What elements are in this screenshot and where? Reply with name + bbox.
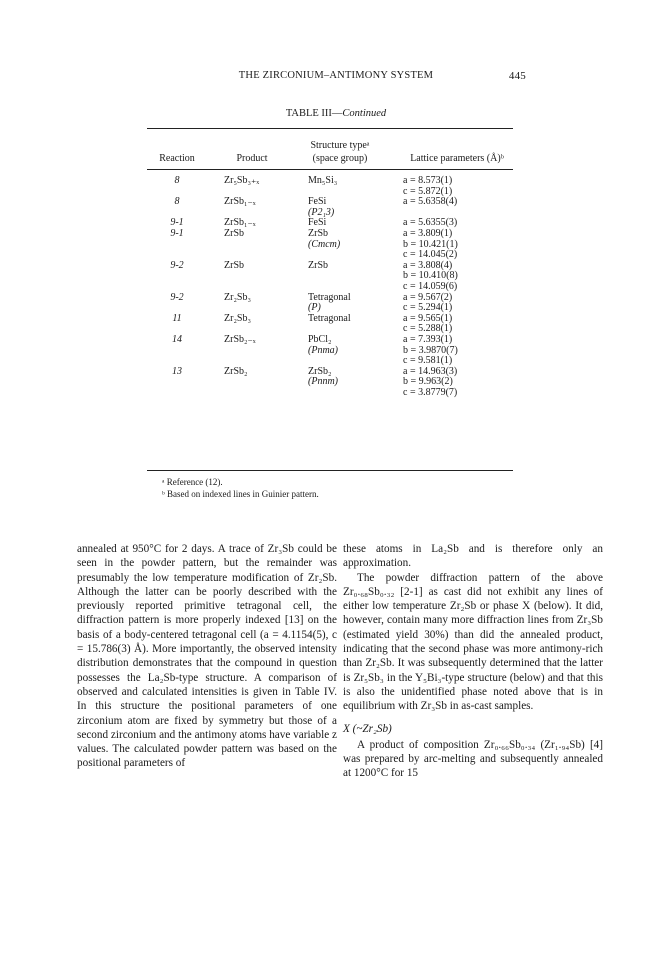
right-paragraph-3: A product of composition Zr₀.₆₆Sb₀.₃₄ (Zr₁.₉₄Sb) [4] was prepared by arc-melting and subsequently annealed at 1200°C for 15 [343, 738, 603, 780]
left-paragraph: annealed at 950°C for 2 days. A trace of Zr₃Sb could be seen in the powder pattern, but the remainder was presumably the low temperature modification of Zr₂Sb. Although the latter can be poorly described with the previously reported primitive tetragonal cell, the diffraction pattern is more properly indexed [13] on the basis of a body-centered tetragonal cell (a = 4.1154(5), c = 15.786(3) Å). More importantly, the observed intensity distribution demonstrates that the compound in question possesses the La₂Sb-type structure. A comparison of observed and calculated intensities is given in Table IV. In this structure the positional parameters of one zirconium atom are fixed by symmetry but those of a second zirconium and the antimony atoms have variable z values. The calculated powder pattern was based on the positional parameters of [77, 543, 337, 770]
cell-reaction: 13 [172, 365, 182, 377]
table-row [147, 261, 513, 293]
cell-reaction: 9-1 [170, 228, 184, 239]
col-header-structure [290, 139, 390, 165]
lattice-parameter: a = 9.567(2) [403, 291, 453, 303]
lattice-parameter: c = 14.059(6) [403, 280, 458, 292]
cell-reaction: 8 [174, 175, 180, 186]
right-paragraph-2: The powder diffraction pattern of the above Zr₀.₆₈Sb₀.₃₂ [2-1] as cast did not exhibit any lines of either low temperature Zr₂Sb or phase X (below). It did, however, contain many more diffraction lines from Zr₃Sb (estimated yield 30%) than did the annealed product, indicating that the second phase was more antimony-rich than Zr₂Sb. It was subsequently determined that the latter is Zr₅Sb₃ in the Y₅Bi₃-type structure (below) and that this is also the unidentified phase noted above that is in equilibrium with Zr₃Sb in as-cast samples. [343, 571, 603, 713]
table-caption [0, 108, 672, 119]
lattice-parameter: c = 5.872(1) [403, 185, 453, 197]
cell-structure [308, 314, 398, 325]
lattice-parameter: a = 14.963(3) [403, 365, 458, 377]
col-header-structure-line2: (space group) [312, 153, 368, 164]
cell-structure [308, 335, 398, 356]
cell-reaction: 9-1 [170, 217, 184, 229]
cell-product: Zr₅Sb₃₊ₓ [224, 175, 260, 186]
cell-product: ZrSb₂₋ₓ [224, 334, 256, 345]
cell-reaction: 14 [172, 334, 182, 345]
left-text-column [77, 542, 337, 771]
lattice-parameter: c = 9.581(1) [403, 355, 453, 367]
lattice-parameter: a = 8.573(1) [403, 175, 453, 186]
table-caption-label: TABLE III— [285, 108, 343, 119]
table-header-rule [147, 169, 513, 170]
table-row [147, 314, 513, 335]
lattice-parameter: b = 3.9870(7) [403, 344, 458, 356]
page-number: 445 [508, 70, 526, 82]
cell-reaction: 11 [172, 312, 182, 324]
col-header-lattice: Lattice parameters (Å)ᵇ [410, 153, 504, 164]
structure-line: (Pnnm) [308, 376, 338, 388]
structure-line: PbCl₂ [308, 334, 332, 345]
cell-structure [308, 367, 398, 388]
lattice-parameter: b = 9.963(2) [403, 376, 453, 388]
right-text-column [343, 542, 603, 781]
journal-section-title: THE ZIRCONIUM–ANTIMONY SYSTEM [238, 70, 434, 81]
structure-line: (Pnma) [308, 344, 338, 356]
cell-product: Zr₂Sb₃ [224, 312, 251, 324]
lattice-parameter: a = 5.6355(3) [403, 217, 458, 229]
col-header-product: Product [236, 153, 268, 164]
table-row [147, 229, 513, 261]
cell-product: Zr₂Sb₃ [224, 291, 251, 303]
running-header [0, 70, 672, 88]
lattice-parameter: c = 5.288(1) [403, 323, 453, 335]
structure-line: (P2₁3) [308, 206, 335, 218]
right-paragraph-1: these atoms in La₂Sb and is therefore only an approximation. [343, 543, 603, 570]
lattice-parameter: c = 5.294(1) [403, 302, 453, 314]
table-row [147, 335, 513, 367]
cell-lattice [403, 367, 513, 399]
structure-line: Tetragonal [308, 291, 351, 303]
lattice-parameter: a = 7.393(1) [403, 334, 453, 345]
structure-line: (P) [308, 302, 321, 314]
lattice-parameter: a = 9.565(1) [403, 312, 453, 324]
cell-lattice [403, 335, 513, 367]
cell-product: ZrSb [224, 259, 244, 271]
lattice-parameter: b = 10.410(8) [403, 270, 458, 282]
cell-reaction: 8 [174, 196, 180, 208]
structure-line: ZrSb₂ [308, 365, 332, 377]
structure-line: ZrSb [308, 259, 328, 271]
cell-reaction: 9-2 [170, 259, 184, 271]
cell-structure [308, 229, 398, 250]
table-top-rule [147, 128, 513, 129]
structure-line: FeSi [308, 217, 327, 229]
table-row [147, 218, 513, 229]
table-caption-continued: Continued [342, 108, 387, 119]
cell-structure [308, 176, 398, 187]
lattice-parameter: c = 3.8779(7) [403, 386, 458, 398]
cell-lattice [403, 314, 513, 335]
footnote-b: ᵇ Based on indexed lines in Guinier pattern. [162, 489, 319, 499]
table-row [147, 197, 513, 218]
structure-line: Tetragonal [308, 312, 351, 324]
cell-structure [308, 293, 398, 314]
cell-lattice [403, 261, 513, 293]
cell-product: ZrSb [224, 228, 244, 239]
cell-reaction: 9-2 [170, 291, 184, 303]
cell-lattice [403, 197, 513, 208]
structure-line: FeSi [308, 196, 327, 208]
lattice-parameter: a = 3.809(1) [403, 228, 453, 239]
lattice-parameter: a = 5.6358(4) [403, 196, 458, 208]
col-header-reaction: Reaction [159, 153, 195, 164]
table-row [147, 176, 513, 197]
footnote-a: ᵃ Reference (12). [162, 477, 223, 487]
cell-lattice [403, 293, 513, 314]
cell-lattice [403, 176, 513, 197]
section-heading: X (~Zr₂Sb) [343, 722, 392, 735]
structure-line: ZrSb [308, 228, 328, 239]
table-row [147, 293, 513, 314]
cell-product: ZrSb₂ [224, 365, 248, 377]
col-header-structure-line1: Structure typeᵃ [310, 140, 370, 151]
cell-structure [308, 261, 398, 272]
cell-lattice [403, 229, 513, 261]
structure-line: Mn₅Si₃ [308, 175, 338, 186]
structure-line: (Cmcm) [308, 238, 341, 250]
lattice-parameter: b = 10.421(1) [403, 238, 458, 250]
table-row [147, 367, 513, 399]
lattice-parameter: a = 3.808(4) [403, 259, 453, 271]
cell-structure [308, 197, 398, 218]
cell-product: ZrSb₁₋ₓ [224, 196, 256, 208]
lattice-parameter: c = 14.045(2) [403, 249, 458, 261]
cell-product: ZrSb₁₋ₓ [224, 217, 256, 229]
table-bottom-rule [147, 470, 513, 471]
